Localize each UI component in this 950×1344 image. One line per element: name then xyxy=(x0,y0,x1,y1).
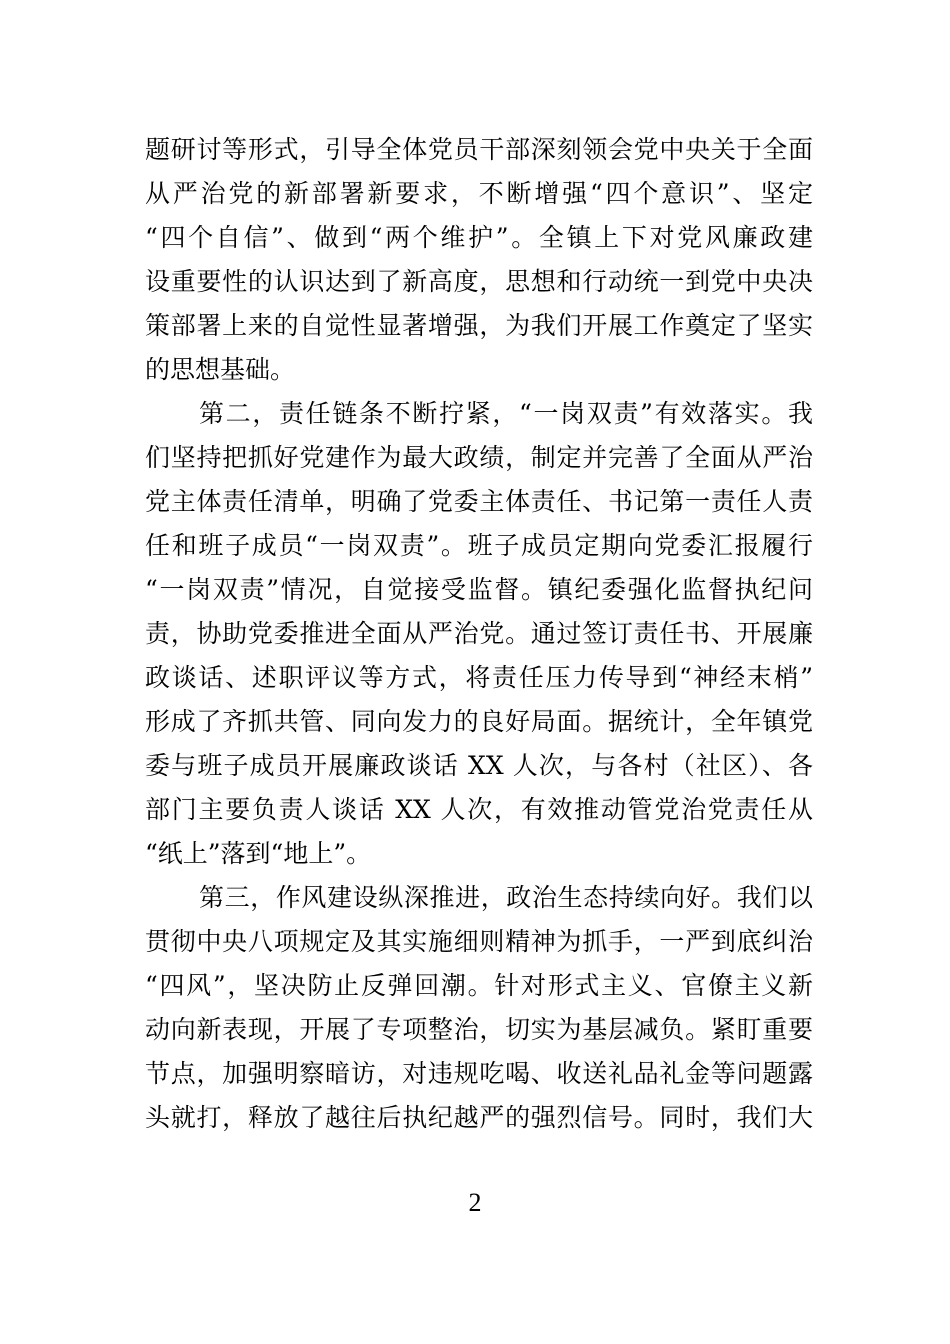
text-line: 的思想基础。 xyxy=(145,355,296,384)
text-line: 节点，加强明察暗访，对违规吃喝、收送礼品礼金等问题露 xyxy=(145,1059,813,1088)
text-line: 责，协助党委推进全面从严治党。通过签订责任书、开展廉 xyxy=(145,619,813,648)
text-line: 头就打，释放了越往后执纪越严的强烈信号。同时，我们大 xyxy=(145,1103,813,1132)
paragraph-1 xyxy=(145,128,813,392)
text-line: 策部署上来的自觉性显著增强，为我们开展工作奠定了坚实 xyxy=(145,311,813,340)
paragraph-2 xyxy=(145,392,813,876)
text-line: 设重要性的认识达到了新高度，思想和行动统一到党中央决 xyxy=(145,267,813,296)
text-line: 部门主要负责人谈话 XX 人次，有效推动管党治党责任从 xyxy=(145,795,813,824)
text-line: “一岗双责”情况，自觉接受监督。镇纪委强化监督执纪问 xyxy=(145,575,813,604)
text-line: 委与班子成员开展廉政谈话 XX 人次，与各村（社区）、各 xyxy=(145,751,813,780)
text-line: 第二，责任链条不断拧紧，“一岗双责”有效落实。我 xyxy=(199,399,813,428)
body-text xyxy=(145,128,813,1140)
text-line: 从严治党的新部署新要求，不断增强“四个意识”、坚定 xyxy=(145,179,813,208)
text-line: 任和班子成员“一岗双责”。班子成员定期向党委汇报履行 xyxy=(145,531,813,560)
paragraph-3 xyxy=(145,876,813,1140)
text-line: 形成了齐抓共管、同向发力的良好局面。据统计，全年镇党 xyxy=(145,707,813,736)
text-line: 党主体责任清单，明确了党委主体责任、书记第一责任人责 xyxy=(145,487,813,516)
text-line: 们坚持把抓好党建作为最大政绩，制定并完善了全面从严治 xyxy=(145,443,813,472)
text-line: 动向新表现，开展了专项整治，切实为基层减负。紧盯重要 xyxy=(145,1015,813,1044)
text-line: “四风”，坚决防止反弹回潮。针对形式主义、官僚主义新 xyxy=(145,971,813,1000)
text-line: 第三，作风建设纵深推进，政治生态持续向好。我们以 xyxy=(199,883,813,912)
page-number: 2 xyxy=(468,1188,482,1217)
text-line: “纸上”落到“地上”。 xyxy=(145,839,372,868)
text-line: 题研讨等形式，引导全体党员干部深刻领会党中央关于全面 xyxy=(145,135,813,164)
text-line: “四个自信”、做到“两个维护”。全镇上下对党风廉政建 xyxy=(145,223,813,252)
text-line: 贯彻中央八项规定及其实施细则精神为抓手，一严到底纠治 xyxy=(145,927,813,956)
text-line: 政谈话、述职评议等方式，将责任压力传导到“神经末梢” xyxy=(145,663,813,692)
